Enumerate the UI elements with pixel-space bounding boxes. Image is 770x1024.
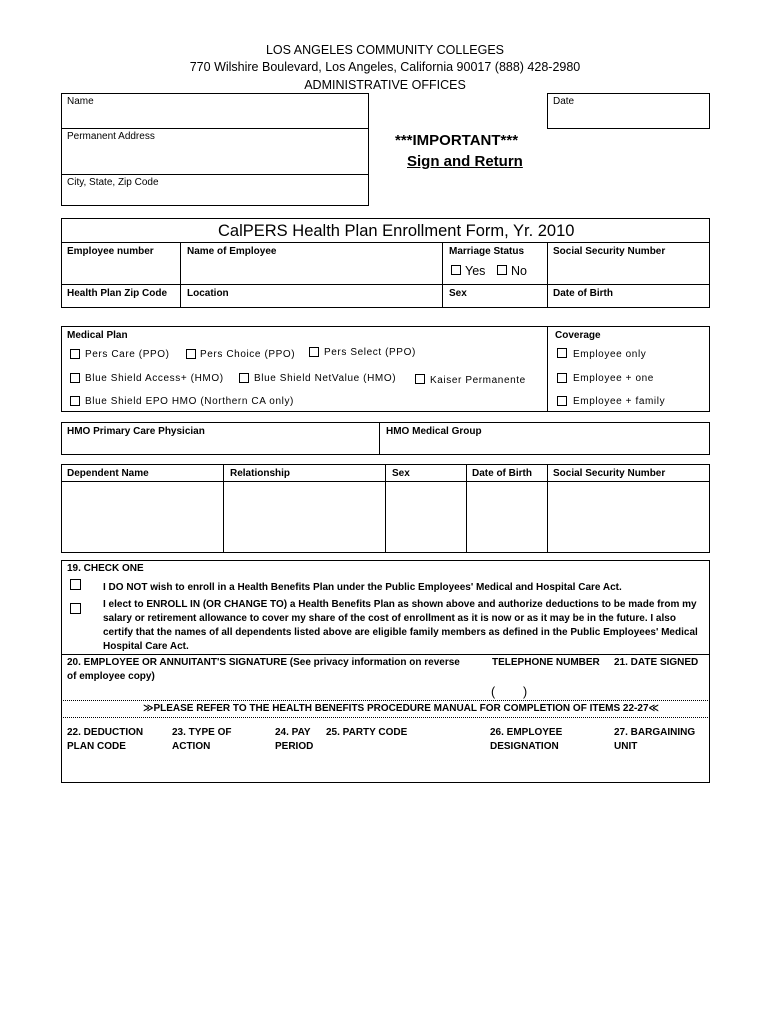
plan-bs-epo-label: Blue Shield EPO HMO (Northern CA only) — [85, 396, 294, 407]
org-address: 770 Wilshire Boulevard, Los Angeles, California 90017 (888) 428-2980 — [189, 60, 581, 74]
type-of-action-field[interactable]: 23. TYPE OF ACTION — [172, 727, 232, 752]
relationship-cell[interactable] — [224, 482, 385, 552]
enroll-text: I elect to ENROLL IN (OR CHANGE TO) a Health Benefits Plan as shown above and authorize deductions to be made from my salary or retirement allowance to cover my share of the cost of enrollment as it is now or as it may be in the future. I also certify that the names of all dependents listed above are eligible family members as defined in the Public Employees' Medical Hospital Care Act. — [103, 599, 698, 652]
deduction-plan-code-field[interactable]: 22. DEDUCTION PLAN CODE — [67, 727, 144, 752]
relationship-header: Relationship — [230, 468, 291, 479]
zip-code-field[interactable]: Health Plan Zip Code — [67, 288, 168, 299]
plan-bs-access-label: Blue Shield Access+ (HMO) — [85, 373, 224, 384]
plan-pers-select-checkbox[interactable] — [309, 347, 319, 357]
location-field[interactable]: Location — [187, 288, 229, 299]
employee-name-field[interactable]: Name of Employee — [187, 246, 277, 257]
dependent-name-cell[interactable] — [62, 482, 223, 552]
pay-period-field[interactable]: 24. PAY PERIOD — [275, 727, 314, 752]
dependent-ssn-header: Social Security Number — [553, 468, 666, 479]
org-office: ADMINISTRATIVE OFFICES — [304, 78, 466, 92]
personal-info-box — [61, 93, 369, 206]
hmo-group-field[interactable]: HMO Medical Group — [386, 426, 482, 437]
coverage-employee-family-checkbox[interactable] — [557, 396, 567, 406]
plan-pers-care-checkbox[interactable] — [70, 349, 80, 359]
coverage-employee-one-checkbox[interactable] — [557, 373, 567, 383]
bargaining-unit-field[interactable]: 27. BARGAINING UNIT — [614, 727, 696, 752]
enroll-checkbox[interactable] — [70, 603, 81, 614]
check-one-heading: 19. CHECK ONE — [67, 563, 144, 574]
dependent-sex-header: Sex — [392, 468, 410, 479]
telephone-field[interactable]: ( ) — [491, 685, 528, 699]
plan-bs-epo-checkbox[interactable] — [70, 396, 80, 406]
coverage-employee-family-label: Employee + family — [573, 396, 666, 407]
name-field[interactable]: Name — [67, 96, 94, 107]
employee-designation-field[interactable]: 26. EMPLOYEE DESIGNATION — [490, 727, 563, 752]
important-notice: ***IMPORTANT*** — [395, 132, 519, 149]
coverage-employee-only-checkbox[interactable] — [557, 348, 567, 358]
date-signed-field[interactable]: 21. DATE SIGNED — [614, 657, 699, 668]
city-state-zip-field[interactable]: City, State, Zip Code — [67, 177, 159, 188]
plan-pers-choice-label: Pers Choice (PPO) — [200, 349, 296, 360]
dependent-dob-cell[interactable] — [467, 482, 547, 552]
form-title: CalPERS Health Plan Enrollment Form, Yr. 2010 — [218, 222, 575, 240]
plan-bs-netvalue-checkbox[interactable] — [239, 373, 249, 383]
do-not-enroll-checkbox[interactable] — [70, 579, 81, 590]
hmo-physician-field[interactable]: HMO Primary Care Physician — [67, 426, 205, 437]
date-field[interactable]: Date — [553, 96, 575, 107]
sign-and-return: Sign and Return — [407, 153, 523, 170]
coverage-employee-only-label: Employee only — [573, 349, 647, 360]
marriage-no-checkbox[interactable] — [497, 265, 507, 275]
plan-bs-access-checkbox[interactable] — [70, 373, 80, 383]
telephone-label: TELEPHONE NUMBER — [492, 657, 600, 668]
plan-bs-netvalue-label: Blue Shield NetValue (HMO) — [254, 373, 397, 384]
permanent-address-field[interactable]: Permanent Address — [67, 131, 155, 142]
marriage-yes-label: Yes — [465, 264, 486, 278]
dob-field[interactable]: Date of Birth — [553, 288, 613, 299]
org-name: LOS ANGELES COMMUNITY COLLEGES — [265, 43, 505, 57]
marriage-yes-checkbox[interactable] — [451, 265, 461, 275]
sex-field[interactable]: Sex — [449, 288, 467, 299]
dependent-dob-header: Date of Birth — [472, 468, 532, 479]
marriage-no-label: No — [511, 264, 527, 278]
dependent-name-header: Dependent Name — [67, 468, 149, 479]
employee-number-field[interactable]: Employee number — [67, 246, 154, 257]
medical-plan-heading: Medical Plan — [67, 330, 128, 341]
marriage-status-label: Marriage Status — [449, 246, 525, 257]
procedure-manual-note: ≫PLEASE REFER TO THE HEALTH BENEFITS PROCEDURE MANUAL FOR COMPLETION OF ITEMS 22-27≪ — [143, 703, 659, 714]
plan-pers-care-label: Pers Care (PPO) — [85, 349, 170, 360]
plan-kaiser-label: Kaiser Permanente — [430, 375, 526, 386]
do-not-enroll-text: I DO NOT wish to enroll in a Health Benefits Plan under the Public Employees' Medical and Hospital Care Act. — [103, 582, 622, 593]
plan-pers-select-label: Pers Select (PPO) — [324, 347, 416, 358]
dependent-sex-cell[interactable] — [386, 482, 466, 552]
signature-field[interactable]: 20. EMPLOYEE OR ANNUITANT'S SIGNATURE (See privacy information on reverse of employee copy) — [67, 657, 460, 682]
dependent-ssn-cell[interactable] — [548, 482, 709, 552]
coverage-employee-one-label: Employee + one — [573, 373, 654, 384]
plan-pers-choice-checkbox[interactable] — [186, 349, 196, 359]
party-code-field[interactable]: 25. PARTY CODE — [326, 727, 408, 738]
plan-kaiser-checkbox[interactable] — [415, 374, 425, 384]
ssn-field[interactable]: Social Security Number — [553, 246, 666, 257]
coverage-heading: Coverage — [555, 330, 601, 341]
